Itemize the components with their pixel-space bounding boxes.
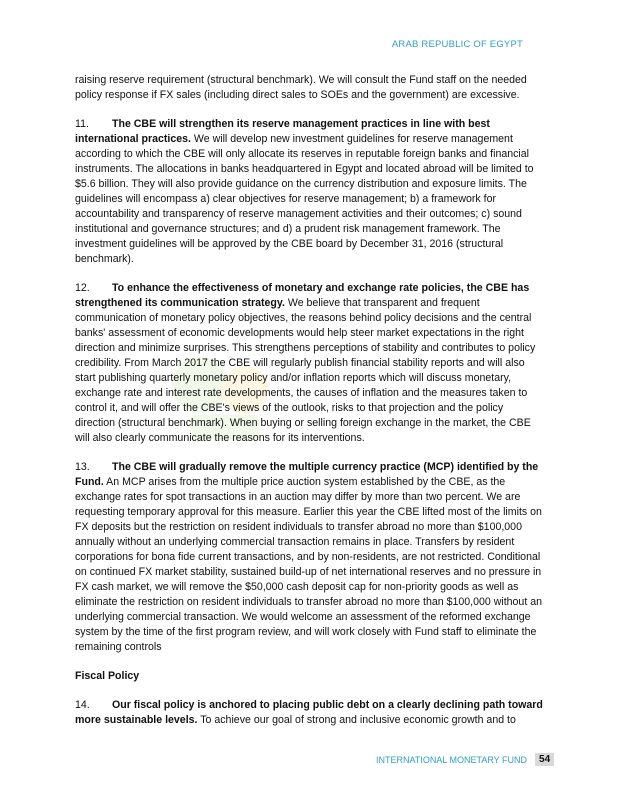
paragraph-14 [75, 698, 545, 728]
paragraph-12 [75, 281, 545, 446]
document-body [75, 73, 545, 742]
paragraph-13 [75, 460, 545, 655]
paragraph-number: 13. [75, 461, 90, 473]
paragraph-lead: To enhance the effectiveness of monetary and exchange rate policies, the CBE has strengthened its communication strategy. [75, 282, 530, 309]
paragraph-number: 14. [75, 699, 90, 711]
paragraph-continuation: raising reserve requirement (structural benchmark). We will consult the Fund staff on the needed policy response if FX sales (including direct sales to SOEs and the government) are excessive. [75, 74, 527, 101]
paragraph-body: To achieve our goal of strong and inclusive economic growth and to [197, 714, 516, 726]
paragraph-body: An MCP arises from the multiple price auction system established by the CBE, as the exchange rates for spot transactions in an auction may differ by more than two percent. We are requesting temporary approval for this measure. Earlier this year the CBE lifted most of the limits on FX deposits but the restriction on resident individuals to transfer abroad no more than $100,000 annually without an underlying commercial transaction remains in place. Transfers by resident corporations for bona fide current transactions, and by non-residents, are not restricted. Conditional on continued FX market stability, sustained build-up of net international reserves and no pressure in FX cash market, we will remove the $50,000 cash deposit cap for non-priority goods as well as eliminate the restriction on resident individuals to transfer abroad no more than $100,000 without an underlying commercial transaction. We would welcome an assessment of the reformed exchange system by the time of the first program review, and will work closely with Fund staff to eliminate the remaining controls [75, 476, 542, 653]
page-footer [376, 753, 554, 766]
paragraph-lead: The CBE will gradually remove the multiple currency practice (MCP) identified by the Fund. [75, 461, 539, 488]
paragraph-lead: The CBE will strengthen its reserve management practices in line with best international practices. [75, 118, 490, 145]
page-number: 54 [535, 753, 554, 766]
footer-label: INTERNATIONAL MONETARY FUND [376, 754, 528, 765]
paragraph-11 [75, 117, 545, 267]
paragraph-lead: Our fiscal policy is anchored to placing public debt on a clearly declining path toward more sustainable levels. [75, 699, 543, 726]
paragraph-number: 12. [75, 282, 90, 294]
running-header: ARAB REPUBLIC OF EGYPT [391, 39, 523, 50]
paragraph-number: 11. [75, 118, 89, 130]
paragraph-body: We believe that transparent and frequent communication of monetary policy objectives, the reasons behind policy decisions and the central banks' assessment of economic developments would help steer market expectations in the right direction and minimize surprises. This strengthens perceptions of stability and contributes to policy credibility. From March 2017 the CBE will regularly publish financial stability reports and will also start publishing quarterly monetary policy and/or inflation reports which will discuss monetary, exchange rate and interest rate developments, the causes of inflation and the measures taken to control it, and will offer the CBE's views of the outlook, risks to that projection and the policy direction (structural benchmark). When buying or selling foreign exchange in the market, the CBE will also clearly communicate the reasons for its interventions. [75, 297, 536, 444]
paragraph-body: We will develop new investment guidelines for reserve management according to which the CBE will only allocate its reserves in reputable foreign banks and financial instruments. The allocations in banks headquartered in Egypt and located abroad will be limited to $5.6 billion. They will also provide guidance on the currency distribution and exposure limits. The guidelines will encompass a) clear objectives for reserve management; b) a framework for accountability and transparency of reserve management activities and their outcomes; c) sound institutional and governance structures; and d) a prudent risk management framework. The investment guidelines will be approved by the CBE board by December 31, 2016 (structural benchmark). [75, 133, 534, 265]
section-heading-fiscal-policy: Fiscal Policy [75, 670, 140, 682]
